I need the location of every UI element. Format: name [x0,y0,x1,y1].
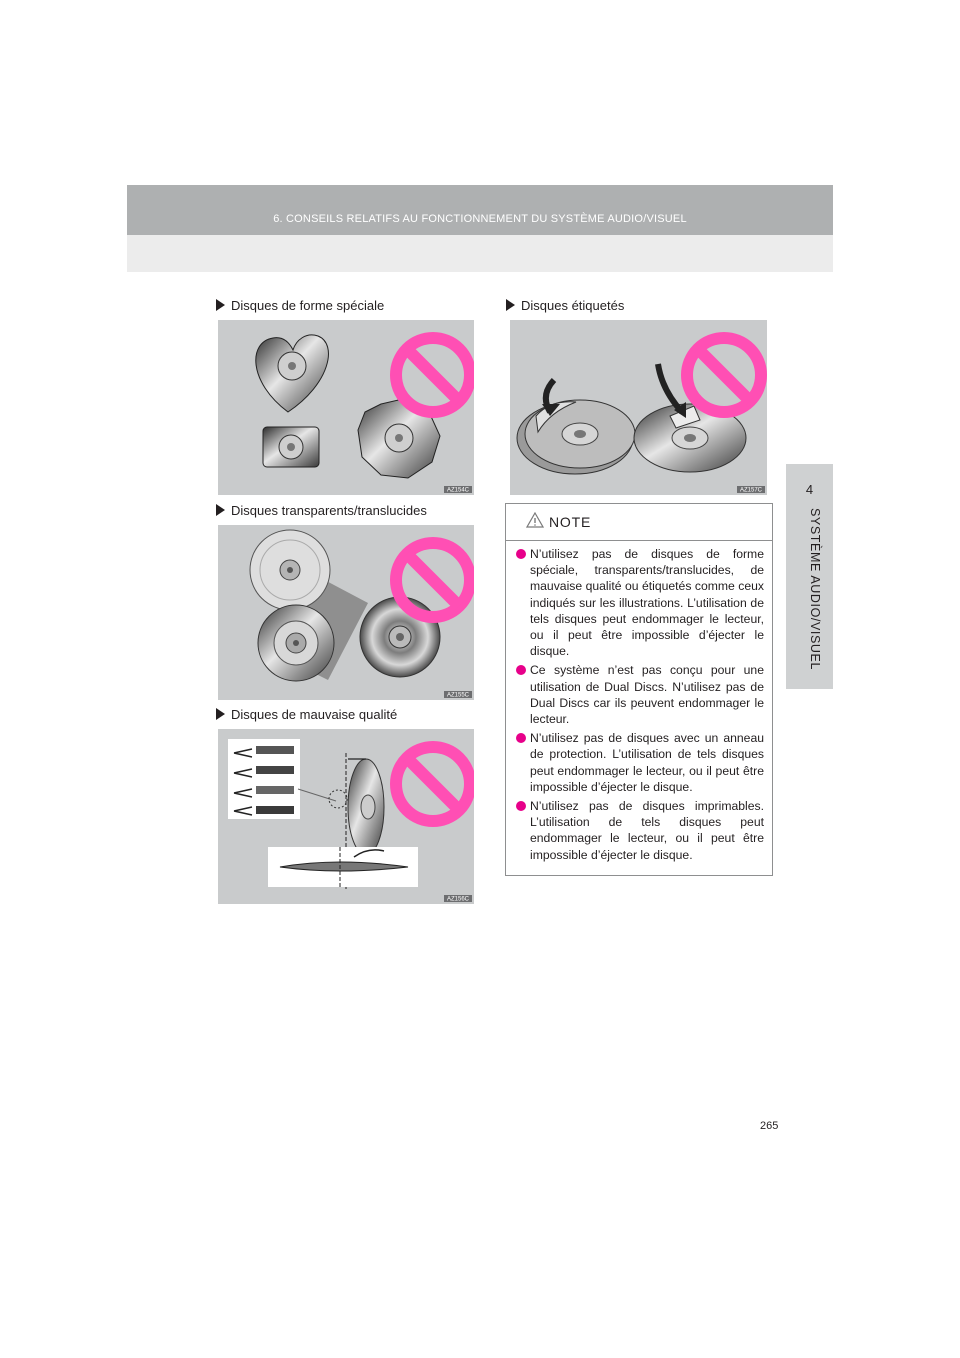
illustration-code: AZ154C [447,487,470,494]
caption-labeled: Disques étiquetés [506,298,624,313]
caption-special-shape: Disques de forme spéciale [216,298,384,313]
note-item: N’utilisez pas de disques imprimables. L’utilisation de tels disques peut endommager le lecteur, ou il peut être impossible d’éjecter le disque. [516,798,764,863]
bullet-dot-icon [516,665,526,675]
illustration-code: AZ155C [447,692,470,699]
chapter-number: 4 [805,482,814,497]
triangle-bullet-icon [216,708,225,720]
bullet-dot-icon [516,733,526,743]
note-list [516,546,764,866]
page-number: 265 [760,1120,779,1132]
illustration-code: AZ157C [740,487,763,494]
illustration-special-shape-discs [218,320,474,495]
triangle-bullet-icon [506,299,515,311]
chapter-header-bar [127,185,833,235]
bullet-dot-icon [516,549,526,559]
caption-transparent: Disques transparents/translucides [216,503,427,518]
note-box [505,503,773,876]
warning-triangle-icon [526,512,544,528]
bullet-dot-icon [516,801,526,811]
note-item: N’utilisez pas de disques avec un anneau de protection. L’utilisation de tels disques peut endommager le lecteur, ou il peut être impossible d’éjecter le disque. [516,730,764,795]
note-item: Ce système n’est pas conçu pour une utilisation de Dual Discs. N’utilisez pas de Dual Discs car ils peuvent endommager le lecteur. [516,662,764,727]
illustration-labeled-discs [510,320,767,495]
chapter-side-label: SYSTÈME AUDIO/VISUEL [808,508,822,671]
note-item: N’utilisez pas de disques de forme spéciale, transparents/translucides, de mauvaise qualité ou étiquetés comme ceux indiqués sur les illustrations. L’utilisation de tels disques peut endommager le lecteur, ou il peut être impossible d’éjecter le disque. [516,546,764,659]
chapter-side-tab [786,464,833,689]
triangle-bullet-icon [216,504,225,516]
note-title: NOTE [549,514,592,530]
caption-low-quality: Disques de mauvaise qualité [216,707,397,722]
triangle-bullet-icon [216,299,225,311]
illustration-code: AZ156C [447,896,470,903]
illustration-transparent-discs [218,525,474,700]
note-divider [506,540,772,541]
illustration-low-quality-discs [218,729,474,904]
chapter-title: 6. CONSEILS RELATIFS AU FONCTIONNEMENT DU SYSTÈME AUDIO/VISUEL [273,213,687,225]
header-subbar [127,235,833,272]
note-header [506,504,772,540]
